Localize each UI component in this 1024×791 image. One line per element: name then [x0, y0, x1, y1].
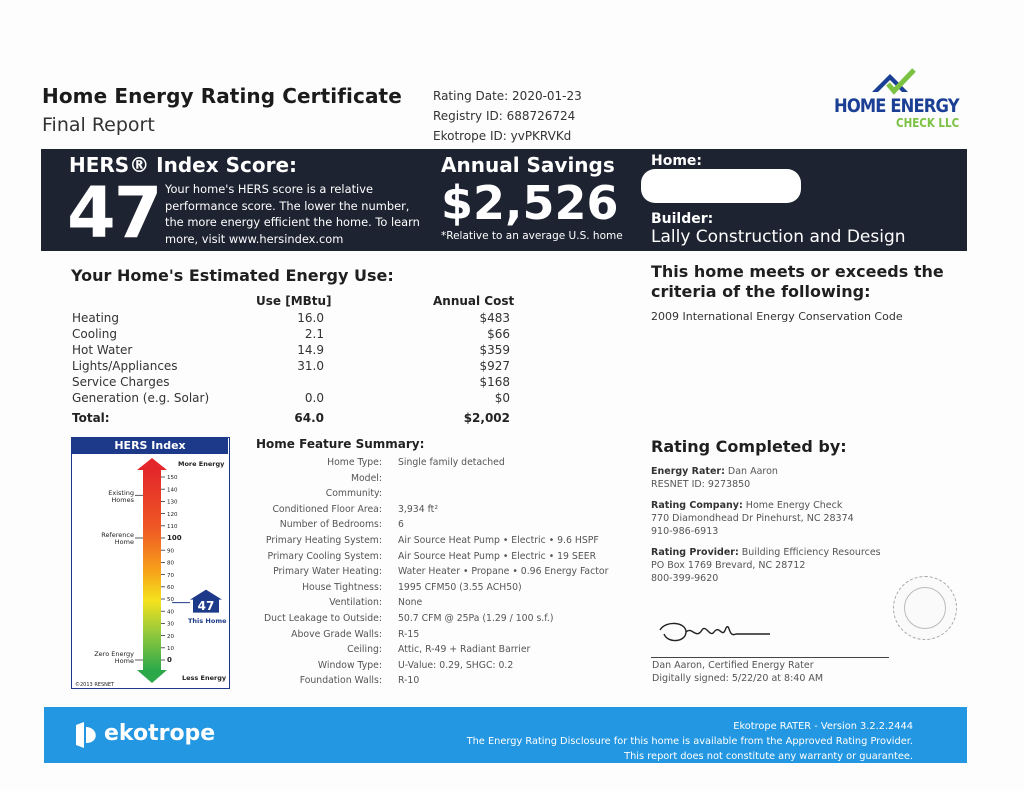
energy-row-label: Generation (e.g. Solar) — [72, 391, 210, 405]
ekotrope-wordmark: ekotrope — [104, 721, 216, 746]
energy-use-title: Your Home's Estimated Energy Use: — [71, 266, 394, 285]
feature-label: Home Type: — [327, 457, 382, 468]
energy-row-cost: $168 — [479, 375, 510, 389]
energy-total-cost: $2,002 — [463, 411, 510, 425]
hers-copyright: ©2013 RESNET — [75, 682, 115, 688]
energy-row-use: 16.0 — [297, 311, 324, 325]
feature-value: R-10 — [398, 675, 420, 687]
energy-row-cost: $359 — [479, 343, 510, 357]
certificate-subtitle: Final Report — [42, 114, 155, 136]
scale-down-arrow — [137, 670, 167, 683]
energy-row-label: Heating — [72, 311, 120, 325]
rating-date: Rating Date: 2020-01-23 — [433, 89, 582, 103]
rating-company-label: Rating Company: — [651, 500, 743, 511]
hers-thermometer — [72, 438, 228, 688]
scale-tick-label: 30 — [167, 621, 174, 628]
existing-homes-label: Existing Homes — [108, 489, 134, 504]
cost-column-header: Annual Cost — [433, 294, 515, 308]
scale-tick-label: 130 — [167, 499, 178, 506]
energy-rater-name: Dan Aaron — [727, 466, 778, 477]
ekotrope-id: Ekotrope ID: yvPKRVKd — [433, 129, 572, 143]
feature-value: 1995 CFM50 (3.55 ACH50) — [398, 581, 522, 593]
scale-tick-label: 120 — [167, 511, 178, 518]
feature-label: Ceiling: — [347, 644, 382, 656]
energy-row-cost: $927 — [479, 359, 510, 373]
scale-tick-label: 40 — [167, 609, 174, 616]
scale-tick-label: 110 — [167, 524, 178, 530]
scale-tick-label: 150 — [167, 475, 178, 482]
rating-provider-block — [651, 546, 881, 585]
scale-tick-label: 50 — [167, 597, 174, 604]
feature-label: Duct Leakage to Outside: — [263, 613, 382, 624]
energy-total-use: 64.0 — [294, 411, 324, 425]
home-label: Home: — [651, 153, 703, 169]
rating-completed-title: Rating Completed by: — [651, 437, 847, 456]
feature-label: Ventilation: — [329, 597, 382, 609]
builder-label: Builder: — [651, 211, 714, 227]
signature — [656, 616, 776, 648]
rating-provider-phone: 800-399-9620 — [651, 573, 719, 584]
energy-row-cost: $0 — [494, 391, 510, 405]
feature-value: 6 — [398, 519, 404, 531]
energy-row-cost: $483 — [479, 311, 510, 325]
scale-tick-label: 70 — [167, 572, 174, 579]
feature-value: Attic, R-49 + Radiant Barrier — [398, 644, 531, 656]
feature-label: House Tightness: — [302, 581, 382, 593]
rating-provider-label: Rating Provider: — [651, 547, 739, 558]
certificate-title: Home Energy Rating Certificate — [42, 84, 402, 108]
annual-savings-note: *Relative to an average U.S. home — [441, 230, 623, 242]
hers-index-title: HERS Index — [72, 438, 228, 454]
feature-label: Primary Cooling System: — [267, 550, 382, 562]
feature-summary-title: Home Feature Summary: — [256, 437, 425, 451]
rating-company-name: Home Energy Check — [745, 500, 843, 511]
energy-row-label: Hot Water — [72, 343, 133, 357]
energy-rater-label: Energy Rater: — [651, 466, 725, 477]
less-energy-label: Less Energy — [182, 674, 227, 682]
house-check-icon — [834, 68, 960, 98]
scale-tick-label: 100 — [167, 534, 182, 543]
signature-line — [651, 657, 889, 658]
scale-tick-label: 80 — [167, 560, 174, 567]
feature-label: Primary Water Heating: — [273, 566, 382, 578]
rating-provider-name: Building Efficiency Resources — [741, 547, 881, 558]
energy-row-use: 2.1 — [304, 327, 324, 341]
hers-description: Your home's HERS score is a relative performance score. The lower the number, the more energy efficient the home. To learn more, visit www.hersindex.com — [165, 182, 420, 246]
seal-inner-ring — [904, 587, 946, 629]
home-energy-check-logo — [834, 68, 960, 134]
feature-label: Foundation Walls: — [299, 675, 382, 687]
more-energy-label: More Energy — [178, 460, 225, 468]
use-column-header: Use [MBtu] — [256, 294, 332, 308]
feature-label: Above Grade Walls: — [291, 628, 382, 640]
hers-label: HERS® Index Score: — [69, 153, 298, 177]
criteria-item: 2009 International Energy Conservation Code — [651, 310, 903, 323]
ekotrope-logo-icon — [74, 721, 100, 749]
resnet-id: RESNET ID: 9273850 — [651, 479, 751, 490]
energy-rater-block — [651, 465, 778, 491]
logo-line2: CHECK LLC — [896, 116, 960, 130]
energy-row-label: Cooling — [72, 327, 117, 341]
rating-meta — [433, 86, 582, 146]
feature-value: Air Source Heat Pump • Electric • 9.6 HSPF — [398, 535, 599, 546]
disclosure-line: The Energy Rating Disclosure for this home is available from the Approved Rating Provider. — [466, 736, 913, 747]
energy-total-label: Total: — [72, 411, 110, 425]
rating-company-phone: 910-986-6913 — [651, 526, 719, 537]
scale-bar — [143, 469, 161, 671]
feature-value: U-Value: 0.29, SHGC: 0.2 — [398, 659, 514, 671]
feature-label: Primary Heating System: — [265, 535, 382, 546]
marker-score: 47 — [197, 599, 215, 614]
rating-company-block — [651, 499, 854, 538]
scale-up-arrow — [137, 458, 167, 470]
warranty-line: This report does not constitute any warranty or guarantee. — [624, 751, 913, 762]
feature-label: Window Type: — [317, 659, 382, 671]
energy-row-use: 0.0 — [304, 391, 324, 405]
energy-row-label: Service Charges — [72, 375, 170, 389]
logo-line1: HOME ENERGY — [834, 95, 959, 117]
feature-label: Number of Bedrooms: — [279, 519, 382, 531]
scale-tick-label: 90 — [167, 548, 174, 555]
signer-name: Dan Aaron, Certified Energy Rater — [652, 660, 814, 671]
scale-tick-label: 20 — [167, 633, 174, 640]
reference-home-label: Reference Home — [101, 531, 134, 546]
energy-row-cost: $66 — [487, 327, 510, 341]
energy-row-label: Lights/Appliances — [72, 359, 178, 373]
this-home-label: This Home — [188, 617, 227, 625]
feature-value: R-15 — [398, 628, 420, 640]
hers-index-scale — [71, 437, 230, 689]
scale-tick-label: 10 — [167, 646, 174, 652]
energy-row-use: 14.9 — [297, 343, 324, 357]
energy-row-use: 31.0 — [297, 359, 324, 373]
builder-value: Lally Construction and Design — [651, 227, 906, 247]
signature-block — [652, 659, 823, 685]
score-band — [41, 149, 967, 254]
home-address-redaction — [641, 169, 801, 203]
feature-label: Community: — [325, 488, 382, 500]
rating-company-address: 770 Diamondhead Dr Pinehurst, NC 28374 — [651, 513, 854, 524]
footer-disclosure — [467, 719, 913, 764]
feature-label: Model: — [350, 472, 382, 484]
feature-value: Air Source Heat Pump • Electric • 19 SEER — [398, 550, 597, 562]
resnet-seal — [893, 576, 957, 640]
feature-value: Single family detached — [398, 457, 505, 468]
zero-energy-home-label: Zero Energy Home — [94, 650, 134, 665]
ekotrope-footer — [44, 707, 967, 763]
feature-value: 50.7 CFM @ 25Pa (1.29 / 100 s.f.) — [398, 613, 554, 624]
annual-savings-value: $2,526 — [441, 176, 619, 230]
rater-version: Ekotrope RATER - Version 3.2.2.2444 — [733, 721, 913, 732]
hers-score: 47 — [67, 172, 161, 254]
signed-timestamp: Digitally signed: 5/22/20 at 8:40 AM — [652, 673, 824, 684]
rating-provider-address: PO Box 1769 Brevard, NC 28712 — [651, 560, 806, 571]
feature-label: Conditioned Floor Area: — [272, 503, 382, 515]
scale-tick-label: 0 — [167, 656, 172, 665]
registry-id: Registry ID: 688726724 — [433, 109, 576, 123]
scale-tick-label: 60 — [167, 585, 174, 591]
feature-value: Water Heater • Propane • 0.96 Energy Factor — [398, 566, 609, 578]
criteria-title: This home meets or exceeds the criteria of the following: — [651, 262, 944, 301]
feature-value: 3,934 ft² — [398, 503, 439, 515]
annual-savings-label: Annual Savings — [441, 153, 615, 177]
feature-value: None — [398, 597, 423, 609]
scale-tick-label: 140 — [167, 487, 178, 494]
this-home-marker — [172, 590, 222, 614]
energy-row-use — [270, 374, 324, 390]
